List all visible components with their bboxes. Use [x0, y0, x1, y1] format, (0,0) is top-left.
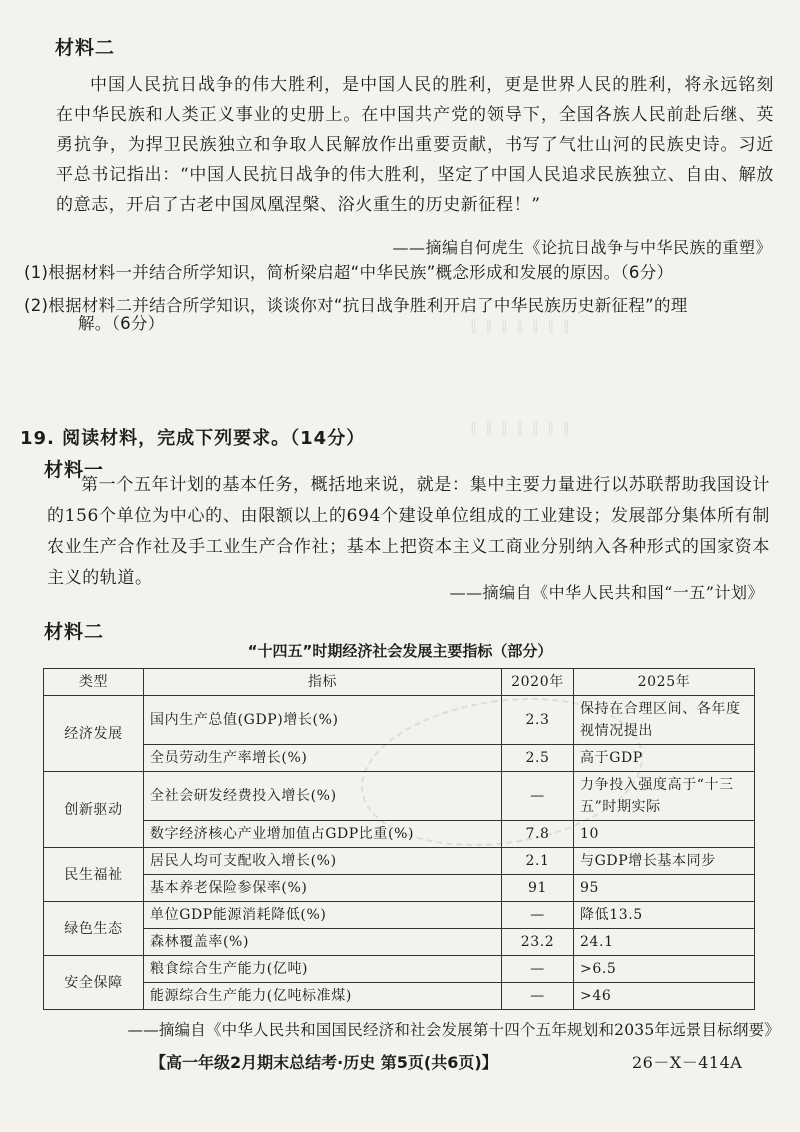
indicator-cell: 居民人均可支配收入增长(%) [144, 848, 502, 875]
value-2020-cell: 2.5 [502, 745, 574, 772]
value-2020-cell: 91 [502, 875, 574, 902]
exam-code: 26－X－414A [632, 1053, 743, 1072]
indicator-table [43, 668, 755, 1010]
material1-heading: 材料一 [44, 459, 105, 481]
value-2025-cell: >46 [574, 983, 755, 1010]
table-row [44, 745, 755, 772]
material2-heading-19: 材料二 [44, 621, 105, 643]
question-18-1: (1)根据材料一并结合所学知识，简析梁启超“中华民族”概念形成和发展的原因。（6分） [24, 263, 674, 282]
value-2025-cell: 保持在合理区间、各年度视情况提出 [574, 696, 755, 745]
indicator-cell: 基本养老保险参保率(%) [144, 875, 502, 902]
material1-source: ——摘编自《中华人民共和国“一五”计划》 [449, 583, 764, 602]
value-2025-cell: 24.1 [574, 929, 755, 956]
value-2020-cell: 7.8 [502, 821, 574, 848]
value-2020-cell: — [502, 983, 574, 1010]
table-row [44, 772, 755, 821]
table-header-row [44, 669, 755, 696]
indicator-cell: 森林覆盖率(%) [144, 929, 502, 956]
category-cell: 安全保障 [44, 956, 144, 1010]
indicator-cell: 能源综合生产能力(亿吨标准煤) [144, 983, 502, 1010]
header-2020: 2020年 [502, 669, 574, 696]
question-18-2-cont: 解。（6分） [78, 314, 165, 333]
value-2020-cell: 2.1 [502, 848, 574, 875]
header-type: 类型 [44, 669, 144, 696]
table-row [44, 696, 755, 745]
header-2025: 2025年 [574, 669, 755, 696]
material1-text: 第一个五年计划的基本任务，概括地来说，就是：集中主要力量进行以苏联帮助我国设计的156个单位为中心的、由限额以上的694个建设单位组成的工业建设；发展部分集体所有制农业生产合作社及手工业生产合作社；基本上把资本主义工商业分别纳入各种形式的国家资本主义的轨道。 [47, 475, 770, 588]
table-row [44, 821, 755, 848]
value-2020-cell: — [502, 956, 574, 983]
material2-text: 中国人民抗日战争的伟大胜利，是中国人民的胜利，更是世界人民的胜利，将永远铭刻在中华民族和人类正义事业的史册上。在中国共产党的领导下，全国各族人民前赴后继、英勇抗争，为捍卫民族独立和争取人民解放作出重要贡献，书写了气壮山河的民族史诗。习近平总书记指出：“中国人民抗日战争的伟大胜利，坚定了中国人民追求民族独立、自由、解放的意志，开启了古老中国凤凰涅槃、浴火重生的历史新征程！” [56, 75, 774, 215]
question-18-2: (2)根据材料二并结合所学知识，谈谈你对“抗日战争胜利开启了中华民族历史新征程”的理 [24, 296, 688, 315]
table-row [44, 956, 755, 983]
value-2025-cell: 降低13.5 [574, 902, 755, 929]
category-cell: 创新驱动 [44, 772, 144, 848]
material2-source: ——摘编自何虎生《论抗日战争与中华民族的重塑》 [392, 238, 772, 257]
material2-heading: 材料二 [55, 37, 116, 59]
indicator-cell: 单位GDP能源消耗降低(%) [144, 902, 502, 929]
value-2020-cell: — [502, 902, 574, 929]
table-source: ——摘编自《中华人民共和国国民经济和社会发展第十四个五年规划和2035年远景目标纲要》 [127, 1021, 780, 1039]
value-2020-cell: 2.3 [502, 696, 574, 745]
category-cell: 民生福祉 [44, 848, 144, 902]
material2-paragraph [56, 70, 774, 220]
indicator-cell: 粮食综合生产能力(亿吨) [144, 956, 502, 983]
show-through-text: ‖ ‖ ‖ ‖ ‖ ‖ ‖ [470, 318, 572, 334]
value-2025-cell: 高于GDP [574, 745, 755, 772]
table-row [44, 875, 755, 902]
value-2025-cell: 95 [574, 875, 755, 902]
category-cell: 经济发展 [44, 696, 144, 772]
value-2025-cell: 力争投入强度高于“十三五”时期实际 [574, 772, 755, 821]
indicator-cell: 全员劳动生产率增长(%) [144, 745, 502, 772]
table-row [44, 929, 755, 956]
question-19-title: 19. 阅读材料，完成下列要求。（14分） [20, 428, 366, 449]
indicator-cell: 数字经济核心产业增加值占GDP比重(%) [144, 821, 502, 848]
indicator-cell: 国内生产总值(GDP)增长(%) [144, 696, 502, 745]
table-caption: “十四五”时期经济社会发展主要指标（部分） [247, 642, 553, 660]
value-2020-cell: — [502, 772, 574, 821]
category-cell: 绿色生态 [44, 902, 144, 956]
page-footer: 【高一年级2月期末总结考·历史 第5页(共6页)】 [150, 1053, 498, 1072]
table-row [44, 983, 755, 1010]
value-2025-cell: 与GDP增长基本同步 [574, 848, 755, 875]
indicator-cell: 全社会研发经费投入增长(%) [144, 772, 502, 821]
header-indicator: 指标 [144, 669, 502, 696]
value-2025-cell: >6.5 [574, 956, 755, 983]
table-row [44, 902, 755, 929]
value-2025-cell: 10 [574, 821, 755, 848]
value-2020-cell: 23.2 [502, 929, 574, 956]
show-through-text: ‖ ‖ ‖ ‖ ‖ ‖ ‖ [470, 420, 572, 436]
material1-paragraph [47, 470, 770, 594]
table-row [44, 848, 755, 875]
